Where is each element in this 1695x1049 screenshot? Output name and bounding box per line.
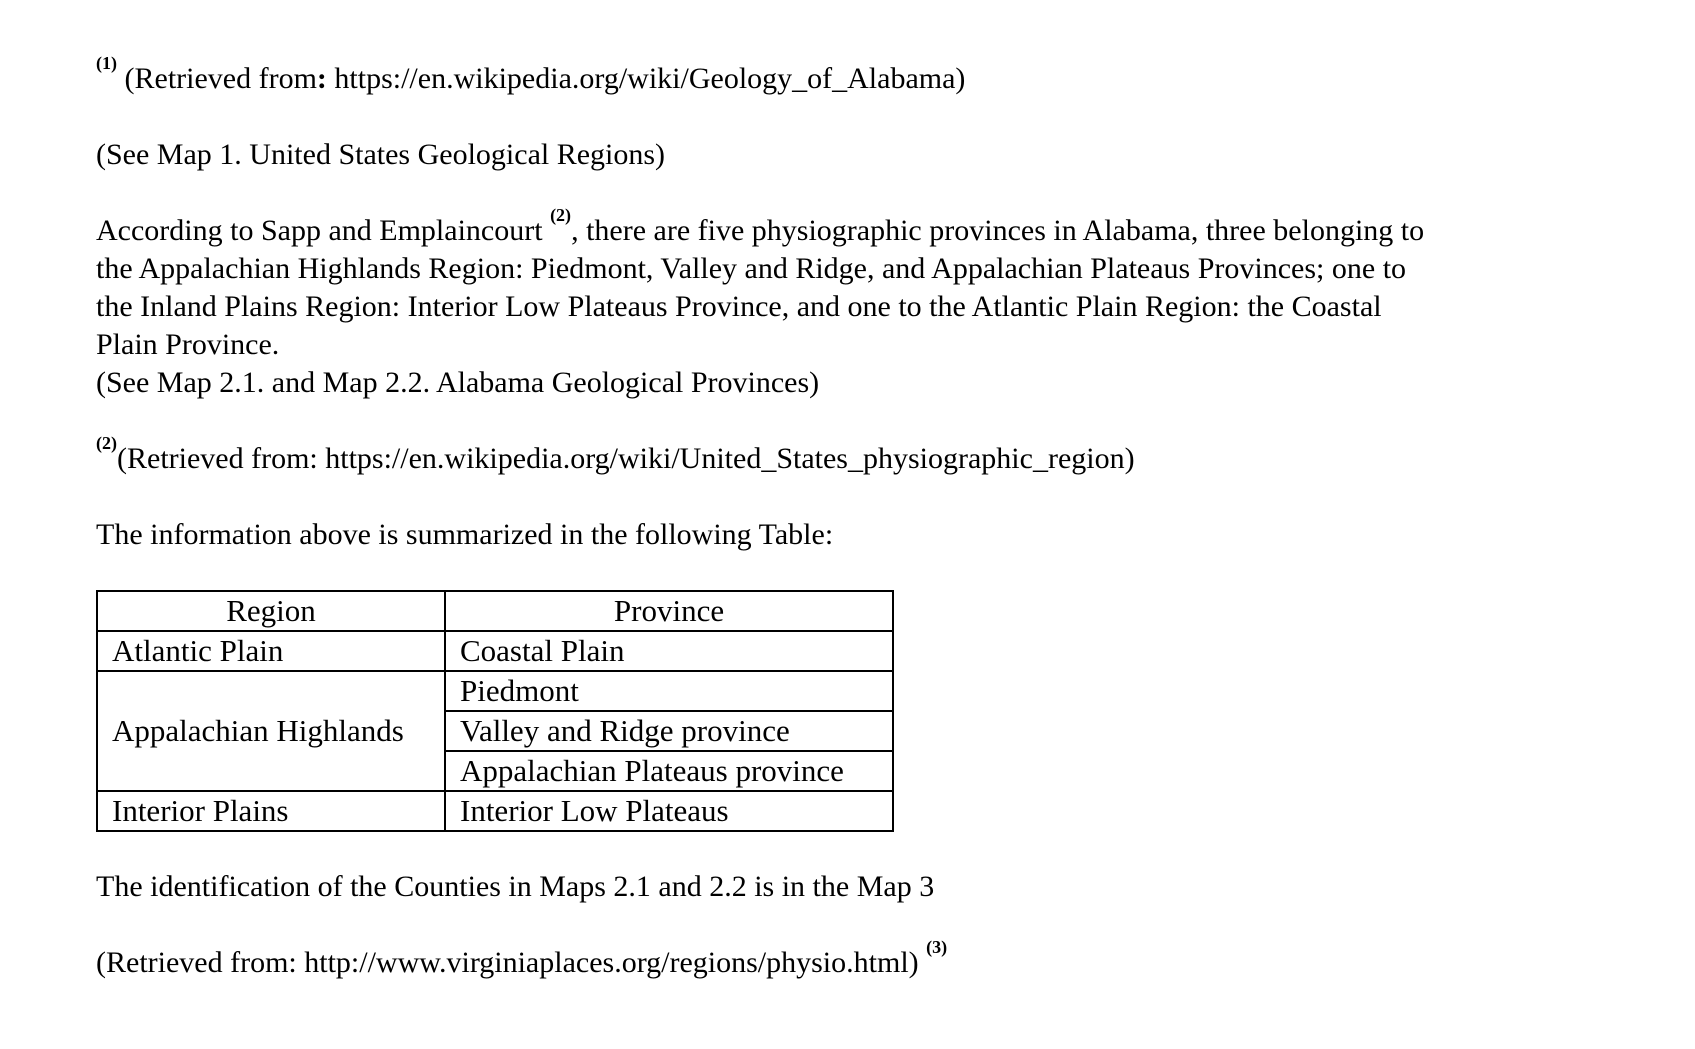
footnote-2-marker: (2) xyxy=(96,433,117,453)
paragraph-line-2: the Appalachian Highlands Region: Piedmont, Valley and Ridge, and Appalachian Plateaus Provinces; one to xyxy=(96,252,1407,285)
region-province-table xyxy=(96,590,894,832)
footnote-1-marker: (1) xyxy=(96,53,117,73)
table-row xyxy=(97,671,893,711)
province-cell: Valley and Ridge province xyxy=(445,711,893,751)
table-header-row xyxy=(97,591,893,631)
paragraph-lead: According to Sapp and Emplaincourt xyxy=(96,214,551,247)
paragraph-line-3: the Inland Plains Region: Interior Low Plateaus Province, and one to the Atlantic Plain Region: the Coastal xyxy=(96,290,1382,323)
table-header-region: Region xyxy=(97,591,445,631)
region-cell: Atlantic Plain xyxy=(97,631,445,671)
table-row xyxy=(97,791,893,831)
footnote-2-text: (Retrieved from: https://en.wikipedia.org/wiki/United_States_physiographic_region) xyxy=(117,442,1135,475)
see-maps-2: (See Map 2.1. and Map 2.2. Alabama Geological Provinces) xyxy=(96,366,820,399)
footnote-1 xyxy=(96,53,1616,98)
table-header-province: Province xyxy=(445,591,893,631)
paragraph-line-4: Plain Province. xyxy=(96,328,280,361)
province-cell: Interior Low Plateaus xyxy=(445,791,893,831)
footnote-3 xyxy=(96,937,1616,982)
footnote-3-text: (Retrieved from: http://www.virginiaplaces.org/regions/physio.html) xyxy=(96,946,927,979)
document-page xyxy=(96,53,1616,982)
paragraph-line-1-rest: , there are five physiographic provinces in Alabama, three belonging to xyxy=(571,214,1425,247)
footnote-2 xyxy=(96,433,1616,478)
province-cell: Piedmont xyxy=(445,671,893,711)
province-cell: Appalachian Plateaus province xyxy=(445,751,893,791)
province-cell: Coastal Plain xyxy=(445,631,893,671)
footnote-1-colon: : xyxy=(316,62,327,95)
paragraph-line-1 xyxy=(96,205,1616,250)
table-row xyxy=(97,631,893,671)
provinces-paragraph xyxy=(96,205,1616,402)
footnote-3-marker: (3) xyxy=(926,937,948,957)
footnote-1-prefix: (Retrieved from xyxy=(124,62,317,95)
footnote-1-url: https://en.wikipedia.org/wiki/Geology_of_Alabama) xyxy=(334,62,966,95)
counties-note: The identification of the Counties in Maps 2.1 and 2.2 is in the Map 3 xyxy=(96,870,935,903)
see-map-1: (See Map 1. United States Geological Regions) xyxy=(96,138,666,171)
region-cell: Appalachian Highlands xyxy=(97,671,445,791)
paragraph-footnote-marker: (2) xyxy=(550,205,572,225)
region-cell: Interior Plains xyxy=(97,791,445,831)
summary-intro: The information above is summarized in the following Table: xyxy=(96,518,834,551)
